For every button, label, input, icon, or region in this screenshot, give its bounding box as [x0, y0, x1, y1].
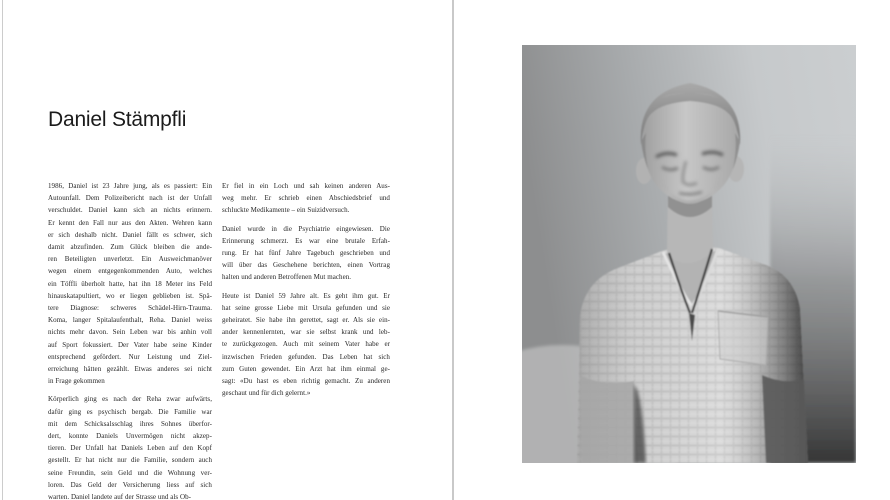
right-arm — [762, 375, 808, 463]
portrait-photo — [522, 45, 856, 463]
left-arm — [580, 375, 638, 463]
text-line: dafür ging es psychisch bergab. Die Familie war — [48, 407, 212, 416]
text-line: er sich deshalb nicht. Daniel fällt es schwer, sich — [48, 230, 212, 239]
text-line: nichts mehr davon. Sein Leben war bis anhin voll — [48, 328, 212, 337]
text-line: Koma, langer Spitalaufenthalt, Reha. Daniel weiss — [48, 316, 212, 325]
paragraph — [222, 290, 390, 400]
page-title: Daniel Stämpfli — [48, 108, 187, 131]
text-line: loren. Das Geld der Versicherung liess auf sich — [48, 480, 212, 489]
text-line: Erinnerung schmerzt. Es war eine brutale Erfah- — [222, 236, 390, 245]
text-line: Körperlich ging es nach der Reha zwar aufwärts, — [48, 395, 212, 404]
text-line: geheiratet. Sie habe ihn gerettet, sagt er. Als sie ein- — [222, 316, 390, 325]
text-line: geschaut und für dich gelernt.» — [222, 389, 311, 398]
text-line: mit dem Schicksalsschlag ihres Sohnes überfor- — [48, 419, 212, 428]
text-line: ein Töffli überholt hatte, hat ihn 18 Meter ins Feld — [48, 279, 212, 288]
chest-pocket — [718, 311, 768, 365]
text-line: wegen einem entgegenkommenden Auto, welches — [48, 267, 212, 276]
text-line: erreichung hätten gezählt. Etwas anderes sei nicht — [48, 365, 212, 374]
text-column-left — [48, 180, 212, 500]
text-line: rung. Er hat fünf Jahre Tagebuch geschrieben und — [222, 249, 390, 258]
paragraph — [48, 393, 212, 500]
text-line: inzwischen Frieden gefunden. Das Leben hat sich — [222, 352, 390, 361]
text-line: te zurückgezogen. Auch mit seinem Vater habe er — [222, 340, 390, 349]
page-fold-divider — [452, 0, 454, 500]
left-edge-line — [2, 0, 3, 500]
text-line: auf Sport fokussiert. Der Vater habe seine Kinder — [48, 340, 212, 349]
text-line: weg mehr. Er schrieb einen Abschiedsbrief und — [222, 194, 390, 203]
text-line: gestellt. Er hat nicht nur die Familie, sondern auch — [48, 456, 212, 465]
text-line: zum Guten gewendet. Ein Arzt hat ihm einmal ge- — [222, 364, 390, 373]
text-line: ander kennenlernten, war sie selbst krank und leb- — [222, 328, 390, 337]
text-line: verschuldet. Daniel kann sich an nichts erinnern. — [48, 206, 212, 215]
paragraph — [48, 180, 212, 387]
text-line: tere Diagnose: schweres Schädel-Hirn-Trauma. — [48, 304, 212, 313]
text-column-right — [222, 180, 390, 405]
text-line: Heute ist Daniel 59 Jahre alt. Es geht ihm gut. Er — [222, 291, 390, 300]
text-line: hinauskatapultiert, wo er liegen geblieben ist. Spä- — [48, 291, 212, 300]
text-line: hat seine grosse Liebe mit Ursula gefunden und sie — [222, 303, 390, 312]
text-line: ren Beteiligten unverletzt. Ein Ausweichmanöver — [48, 255, 212, 264]
text-line: Daniel wurde in die Psychiatrie eingewiesen. Die — [222, 224, 390, 233]
text-line: will über das Geschehene berichten, einen Vortrag — [222, 261, 390, 270]
text-line: in Frage gekommen — [48, 377, 105, 386]
text-line: seine Freundin, sein Geld und die Wohnung ver- — [48, 468, 212, 477]
paragraph — [222, 180, 390, 217]
paragraph — [222, 223, 390, 284]
text-line: Er fiel in ein Loch und sah keinen anderen Aus- — [222, 182, 390, 190]
text-line: damit abzufinden. Zum Glück bleiben die ande- — [48, 243, 212, 252]
text-line: sagt: «Du hast es eben richtig gemacht. Zu anderen — [222, 377, 390, 386]
portrait-photo-svg — [522, 45, 856, 463]
text-line: Er kennt den Fall nur aus den Akten. Wehren kann — [48, 218, 212, 227]
text-line: Autounfall. Dem Polizeibericht nach ist der Unfall — [48, 194, 212, 203]
text-line: 1986, Daniel ist 23 Jahre jung, als es passiert: Ein — [48, 182, 212, 190]
text-line: entsprechend gefördert. Nur Leistung und Ziel- — [48, 352, 212, 361]
text-line: tieren. Der Unfall hat Daniels Leben auf den Kopf — [48, 444, 212, 453]
text-line: schluckte Medikamente – ein Suizidversuch. — [222, 206, 350, 215]
text-line: dert, konnte Daniels Unvermögen nicht akzep- — [48, 432, 212, 441]
text-line: warten. Daniel landete auf der Strasse und als Ob- — [48, 493, 192, 500]
text-line: halten und anderen Betroffenen Mut machen. — [222, 273, 352, 282]
